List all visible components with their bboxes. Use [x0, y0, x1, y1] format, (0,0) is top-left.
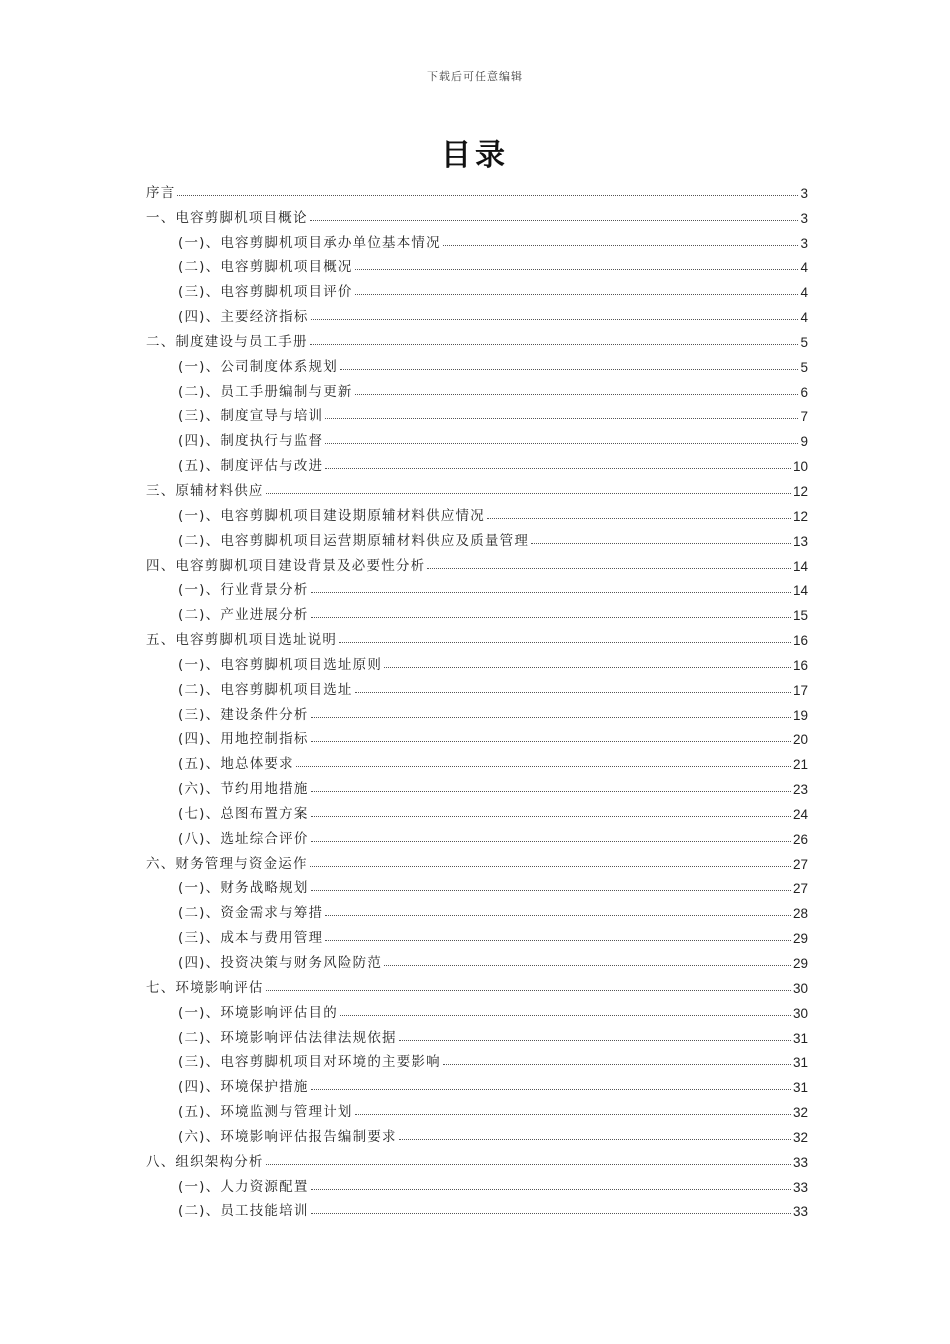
toc-entry-page: 3 [800, 185, 808, 201]
toc-entry-title: 二、制度建设与员工手册 [146, 333, 308, 350]
toc-entry[interactable] [146, 772, 808, 797]
toc-entry[interactable] [146, 375, 808, 400]
toc-entry-page: 31 [792, 1055, 808, 1071]
toc-leader-dots [427, 568, 791, 569]
toc-entry-page: 32 [792, 1105, 808, 1121]
toc-entry-title: (一)、财务战略规划 [178, 880, 309, 897]
toc-leader-dots [487, 518, 791, 519]
toc-entry[interactable] [146, 996, 808, 1021]
toc-entry-page: 19 [792, 707, 808, 723]
toc-leader-dots [311, 841, 791, 842]
toc-entry-title: (二)、电容剪脚机项目运营期原辅材料供应及质量管理 [178, 532, 530, 549]
toc-entry-page: 6 [800, 384, 808, 400]
toc-entry-title: (一)、电容剪脚机项目选址原则 [178, 656, 383, 673]
toc-entry-page: 20 [792, 732, 808, 748]
toc-entry-title: (一)、电容剪脚机项目承办单位基本情况 [178, 234, 441, 251]
toc-entry[interactable] [146, 872, 808, 897]
toc-entry[interactable] [146, 598, 808, 623]
toc-entry[interactable] [146, 1170, 808, 1195]
toc-entry[interactable] [146, 275, 808, 300]
toc-leader-dots [340, 1015, 791, 1016]
toc-entry-page: 4 [800, 285, 808, 301]
toc-entry[interactable] [146, 1145, 808, 1170]
toc-entry[interactable] [146, 1095, 808, 1120]
toc-entry-page: 33 [792, 1204, 808, 1220]
toc-entry-page: 26 [792, 831, 808, 847]
toc-entry-page: 10 [792, 459, 808, 475]
toc-entry-title: (一)、行业背景分析 [178, 582, 309, 599]
toc-entry-page: 4 [800, 260, 808, 276]
toc-entry[interactable] [146, 499, 808, 524]
toc-entry-page: 15 [792, 608, 808, 624]
toc-entry-page: 29 [792, 956, 808, 971]
toc-leader-dots [311, 791, 791, 792]
toc-entry[interactable] [146, 896, 808, 921]
toc-entry-title: (一)、电容剪脚机项目建设期原辅材料供应情况 [178, 507, 485, 524]
toc-leader-dots [325, 915, 791, 916]
toc-leader-dots [399, 1139, 791, 1140]
toc-entry-title: 五、电容剪脚机项目选址说明 [146, 632, 338, 649]
toc-entry-title: (一)、人力资源配置 [178, 1178, 309, 1195]
toc-entry[interactable] [146, 176, 808, 201]
toc-entry[interactable] [146, 424, 808, 449]
toc-entry-page: 30 [792, 1005, 808, 1021]
toc-entry-title: (三)、电容剪脚机项目对环境的主要影响 [178, 1054, 441, 1071]
toc-entry-title: (六)、环境影响评估报告编制要求 [178, 1128, 397, 1145]
toc-entry[interactable] [146, 822, 808, 847]
toc-leader-dots [311, 816, 791, 817]
toc-entry-title: (三)、建设条件分析 [178, 706, 309, 723]
toc-entry-title: (二)、资金需求与筹措 [178, 905, 324, 922]
toc-entry-page: 33 [792, 1154, 808, 1170]
toc-entry[interactable] [146, 350, 808, 375]
toc-entry[interactable] [146, 1021, 808, 1046]
toc-entry-title: (四)、制度执行与监督 [178, 433, 324, 450]
toc-entry-page: 4 [800, 310, 808, 326]
toc-entry[interactable] [146, 549, 808, 574]
toc-entry-title: (六)、节约用地措施 [178, 781, 309, 798]
page-title: 目录 [441, 138, 509, 173]
toc-leader-dots [355, 294, 799, 295]
toc-entry[interactable] [146, 400, 808, 425]
toc-entry-title: 三、原辅材料供应 [146, 482, 264, 499]
toc-leader-dots [311, 890, 791, 891]
toc-entry[interactable] [146, 449, 808, 474]
toc-entry[interactable] [146, 1120, 808, 1145]
toc-leader-dots [311, 1089, 791, 1090]
toc-leader-dots [325, 940, 791, 941]
toc-entry[interactable] [146, 847, 808, 872]
toc-entry[interactable] [146, 1195, 808, 1220]
toc-leader-dots [531, 543, 791, 544]
toc-entry[interactable] [146, 201, 808, 226]
toc-leader-dots [340, 369, 799, 370]
toc-entry[interactable] [146, 673, 808, 698]
toc-entry-page: 27 [792, 881, 808, 897]
toc-entry-title: (二)、产业进展分析 [178, 607, 309, 624]
toc-entry-title: (二)、环境影响评估法律法规依据 [178, 1029, 397, 1046]
toc-entry-page: 32 [792, 1129, 808, 1145]
toc-entry[interactable] [146, 1070, 808, 1095]
toc-entry[interactable] [146, 723, 808, 748]
toc-entry-page: 16 [792, 657, 808, 673]
table-of-contents [146, 176, 808, 1219]
toc-entry[interactable] [146, 797, 808, 822]
toc-entry-page: 3 [800, 235, 808, 251]
toc-entry-title: 八、组织架构分析 [146, 1153, 264, 1170]
toc-entry-title: (五)、环境监测与管理计划 [178, 1104, 353, 1121]
toc-entry-title: (五)、制度评估与改进 [178, 458, 324, 475]
toc-entry-title: 一、电容剪脚机项目概论 [146, 209, 308, 226]
toc-entry-title: 七、环境影响评估 [146, 979, 264, 996]
toc-entry-page: 28 [792, 906, 808, 922]
toc-entry[interactable] [146, 623, 808, 648]
toc-entry-page: 7 [800, 409, 808, 425]
toc-leader-dots [443, 245, 799, 246]
toc-entry-page: 30 [792, 980, 808, 996]
toc-entry-title: (三)、电容剪脚机项目评价 [178, 284, 353, 301]
toc-leader-dots [310, 220, 799, 221]
toc-entry-page: 13 [792, 533, 808, 549]
toc-entry[interactable] [146, 946, 808, 971]
toc-entry-title: (二)、员工手册编制与更新 [178, 383, 353, 400]
toc-entry[interactable] [146, 747, 808, 772]
toc-entry-title: (一)、公司制度体系规划 [178, 358, 338, 375]
toc-leader-dots [296, 766, 791, 767]
toc-entry-title: (二)、员工技能培训 [178, 1203, 309, 1220]
toc-leader-dots [310, 866, 791, 867]
toc-leader-dots [384, 667, 791, 668]
toc-leader-dots [355, 1114, 791, 1115]
toc-entry-page: 5 [800, 334, 808, 350]
toc-entry-page: 14 [792, 583, 808, 599]
toc-entry-title: (四)、主要经济指标 [178, 309, 309, 326]
toc-leader-dots [355, 269, 799, 270]
toc-entry-page: 24 [792, 806, 808, 822]
toc-entry-page: 33 [792, 1179, 808, 1195]
toc-entry[interactable] [146, 574, 808, 599]
toc-leader-dots [310, 344, 799, 345]
page-header: 下载后可任意编辑 [427, 70, 523, 83]
toc-entry-page: 12 [792, 483, 808, 499]
toc-entry-title: (四)、用地控制指标 [178, 731, 309, 748]
toc-leader-dots [355, 692, 791, 693]
toc-entry-title: (五)、地总体要求 [178, 756, 294, 773]
toc-entry[interactable] [146, 698, 808, 723]
toc-entry[interactable] [146, 1046, 808, 1071]
toc-leader-dots [311, 717, 791, 718]
toc-entry[interactable] [146, 300, 808, 325]
toc-entry[interactable] [146, 971, 808, 996]
toc-leader-dots [177, 195, 798, 196]
toc-entry-page: 16 [792, 633, 808, 649]
toc-leader-dots [399, 1040, 791, 1041]
toc-leader-dots [443, 1064, 791, 1065]
toc-entry[interactable] [146, 226, 808, 251]
toc-entry-title: (七)、总图布置方案 [178, 805, 309, 822]
toc-leader-dots [311, 319, 799, 320]
toc-leader-dots [311, 741, 791, 742]
toc-entry-title: (三)、成本与费用管理 [178, 930, 324, 947]
toc-entry-page: 31 [792, 1030, 808, 1046]
toc-entry-title: (四)、环境保护措施 [178, 1079, 309, 1096]
toc-leader-dots [325, 418, 798, 419]
toc-entry-title: (二)、电容剪脚机项目选址 [178, 681, 353, 698]
toc-entry-page: 21 [792, 757, 808, 773]
toc-entry-page: 5 [800, 359, 808, 375]
toc-entry[interactable] [146, 325, 808, 350]
toc-entry-page: 12 [792, 508, 808, 524]
toc-entry-page: 29 [792, 931, 808, 947]
toc-leader-dots [384, 965, 791, 966]
toc-entry-page: 9 [800, 434, 808, 450]
toc-leader-dots [325, 468, 791, 469]
toc-entry-title: (一)、环境影响评估目的 [178, 1004, 338, 1021]
toc-entry-title: 序言 [146, 184, 176, 201]
toc-leader-dots [266, 1164, 791, 1165]
toc-entry-page: 31 [792, 1080, 808, 1096]
toc-leader-dots [311, 592, 791, 593]
toc-leader-dots [355, 394, 799, 395]
toc-entry-title: (二)、电容剪脚机项目概况 [178, 259, 353, 276]
toc-leader-dots [325, 443, 798, 444]
toc-entry[interactable] [146, 648, 808, 673]
toc-entry-title: (三)、制度宣导与培训 [178, 408, 324, 425]
toc-entry-page: 27 [792, 856, 808, 872]
toc-leader-dots [266, 493, 791, 494]
toc-entry[interactable] [146, 474, 808, 499]
toc-leader-dots [311, 1189, 791, 1190]
toc-entry-page: 14 [792, 558, 808, 574]
toc-leader-dots [339, 642, 791, 643]
toc-entry-title: 四、电容剪脚机项目建设背景及必要性分析 [146, 557, 426, 574]
toc-entry-title: (八)、选址综合评价 [178, 830, 309, 847]
toc-entry-page: 17 [792, 682, 808, 698]
toc-entry-page: 3 [800, 210, 808, 226]
toc-leader-dots [311, 617, 791, 618]
toc-entry-title: (四)、投资决策与财务风险防范 [178, 955, 383, 971]
toc-leader-dots [311, 1213, 791, 1214]
toc-entry-title: 六、财务管理与资金运作 [146, 855, 308, 872]
toc-leader-dots [266, 990, 791, 991]
toc-entry-page: 23 [792, 782, 808, 798]
toc-entry[interactable] [146, 921, 808, 946]
toc-entry[interactable] [146, 251, 808, 276]
toc-entry[interactable] [146, 524, 808, 549]
